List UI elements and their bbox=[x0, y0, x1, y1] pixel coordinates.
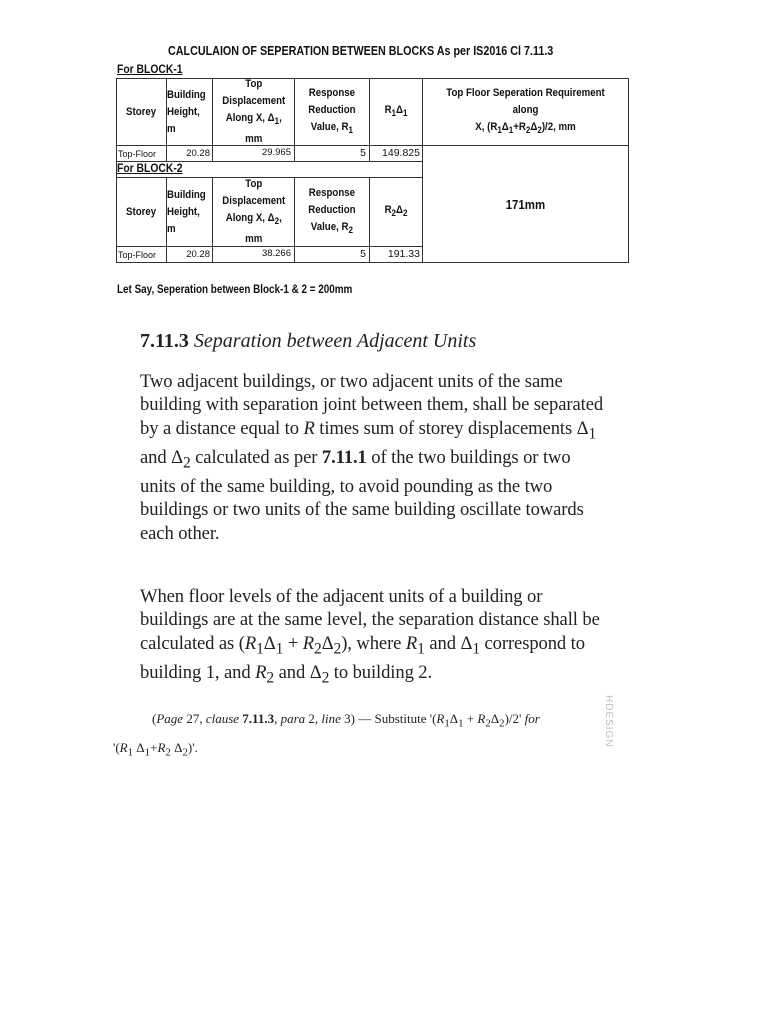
header-storey: Storey bbox=[126, 105, 157, 118]
watermark: HDESIGN bbox=[603, 695, 614, 748]
row-response: 5 bbox=[360, 147, 366, 159]
header-displacement: Top Displacement Along X, $\Delta_1$, mm bbox=[222, 78, 285, 145]
row-height: 20.28 bbox=[186, 148, 210, 159]
clause-paragraph-1: Two adjacent buildings, or two adjacent units of the same building with separation joint between them, shall be separated by a distance equal to R times sum of storey displacements $\Delta_1$ and $\Delta_2$ calculated as per 7.11.1 of the two buildings or two units of the same building, to avoid pounding as the two buildings or two units of the same building oscillate towards each other. bbox=[140, 371, 604, 544]
clause-paragraph-2: When floor levels of the adjacent units of a building or buildings are at the same level, the separation distance shall be calculated as $(R_1\Delta_1 + R_2\Delta_2)$, where $R_1$ and $\Delta_1$ correspond to building 1, and $R_2$ and $\Delta_2$ to building 2. bbox=[140, 586, 600, 687]
clause-title: Separation between Adjacent Units bbox=[193, 330, 477, 352]
block1-label: For BLOCK-1 bbox=[117, 64, 183, 76]
header-storey: Storey bbox=[126, 205, 157, 218]
header-product: $R_2\Delta_2$ bbox=[384, 203, 408, 219]
clause-number: 7.11.3 bbox=[140, 330, 189, 352]
row-response: 5 bbox=[360, 248, 366, 260]
row-height: 20.28 bbox=[186, 249, 210, 260]
sheet-title: CALCULAION OF SEPERATION BETWEEN BLOCKS As per IS2016 Cl 7.11.3 bbox=[168, 44, 554, 58]
row-storey: Top-Floor bbox=[118, 149, 157, 159]
header-building-height: Building Height, m bbox=[167, 88, 206, 135]
header-response-reduction: Response Reduction Value, $R_2$ bbox=[308, 186, 356, 236]
amendment-note: (Page 27, clause 7.11.3, para 2, line 3) — Substitute '$(R_1\Delta_1 + R_2\Delta_2)/2$' for '($R_1$ $\Delta_1+R_2$ $\Delta_2)'$. bbox=[113, 711, 540, 759]
row-storey: Top-Floor bbox=[118, 250, 157, 260]
row-displacement: 38.266 bbox=[261, 248, 291, 259]
block2-label: For BLOCK-2 bbox=[117, 163, 183, 175]
header-building-height: Building Height, m bbox=[167, 188, 206, 235]
row-displacement: 29.965 bbox=[261, 147, 291, 158]
clause-heading bbox=[140, 330, 476, 353]
assumed-separation: Let Say, Seperation between Block-1 & 2 = 200mm bbox=[117, 284, 353, 296]
header-product: $R_1\Delta_1$ bbox=[384, 103, 408, 119]
header-displacement: Top Displacement Along X, $\Delta_2$, mm bbox=[222, 178, 285, 245]
separation-result: 171mm bbox=[505, 196, 546, 212]
row-product: 191.33 bbox=[387, 248, 420, 260]
header-response-reduction: Response Reduction Value, $R_1$ bbox=[308, 86, 356, 136]
header-separation-requirement: Top Floor Seperation Requirement along X, $(R_1\Delta_1+R_2\Delta_2)/2$, mm bbox=[446, 86, 605, 136]
row-product: 149.825 bbox=[382, 147, 420, 159]
